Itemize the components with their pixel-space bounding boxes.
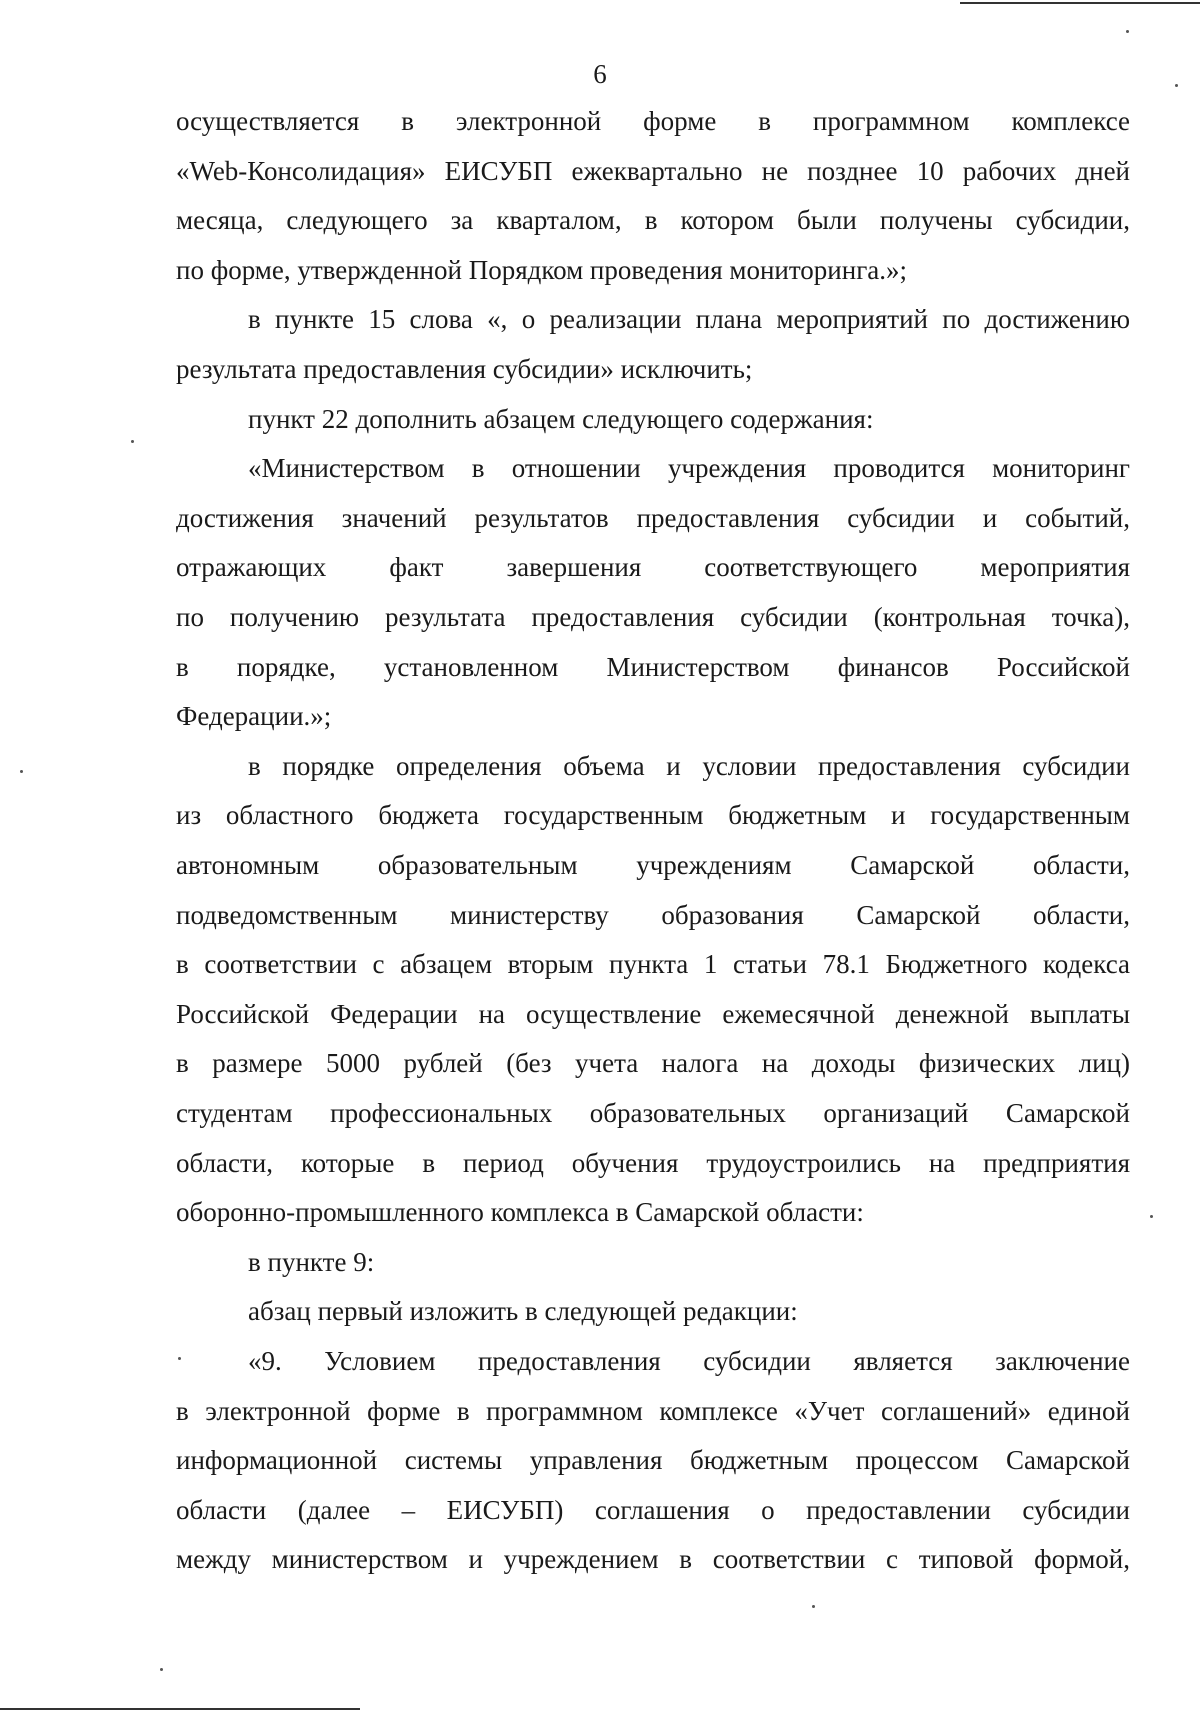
text-line: по форме, утвержденной Порядком проведения мониторинга.»;: [176, 255, 908, 285]
text-line: в пункте 9:: [248, 1247, 375, 1277]
text-line: Федерации.»;: [176, 701, 332, 731]
text-line: студентам профессиональных образовательных организаций Самарской: [176, 1098, 1130, 1128]
text-line: по получению результата предоставления субсидии (контрольная точка),: [176, 602, 1130, 632]
text-line: в порядке определения объема и условии предоставления субсидии: [248, 751, 1130, 781]
scan-speck: [1126, 30, 1129, 33]
scan-edge-bottom: [0, 1708, 360, 1710]
text-line: Российской Федерации на осуществление ежемесячной денежной выплаты: [176, 999, 1130, 1029]
text-line: автономным образовательным учреждениям Самарской области,: [176, 850, 1130, 880]
text-line: «9. Условием предоставления субсидии является заключение: [248, 1346, 1130, 1376]
text-line: в размере 5000 рублей (без учета налога на доходы физических лиц): [176, 1048, 1130, 1078]
scan-speck: [1175, 84, 1178, 87]
scan-edge-top: [960, 2, 1200, 4]
text-line: между министерством и учреждением в соответствии с типовой формой,: [176, 1544, 1130, 1574]
text-line: в порядке, установленном Министерством финансов Российской: [176, 652, 1130, 682]
text-line: информационной системы управления бюджетным процессом Самарской: [176, 1445, 1130, 1475]
text-line: пункт 22 дополнить абзацем следующего содержания:: [248, 404, 874, 434]
text-line: «Web-Консолидация» ЕИСУБП ежеквартально не позднее 10 рабочих дней: [176, 156, 1130, 186]
text-line: в электронной форме в программном комплексе «Учет соглашений» единой: [176, 1396, 1130, 1426]
text-line: месяца, следующего за кварталом, в котором были получены субсидии,: [176, 205, 1130, 235]
scan-speck: [178, 1357, 181, 1360]
text-line: области, которые в период обучения трудоустроились на предприятия: [176, 1148, 1130, 1178]
text-line: оборонно-промышленного комплекса в Самарской области:: [176, 1197, 864, 1227]
scan-speck: [131, 440, 134, 443]
text-line: отражающих факт завершения соответствующего мероприятия: [176, 552, 1130, 582]
scan-speck: [1150, 1215, 1153, 1218]
text-line: в пункте 15 слова «, о реализации плана мероприятий по достижению: [248, 304, 1130, 334]
scan-speck: [812, 1605, 815, 1608]
text-line: в соответствии с абзацем вторым пункта 1 статьи 78.1 Бюджетного кодекса: [176, 949, 1130, 979]
text-line: из областного бюджета государственным бюджетным и государственным: [176, 800, 1130, 830]
page-number: 6: [593, 59, 607, 89]
text-line: области (далее – ЕИСУБП) соглашения о предоставлении субсидии: [176, 1495, 1130, 1525]
text-line: достижения значений результатов предоставления субсидии и событий,: [176, 503, 1130, 533]
text-line: осуществляется в электронной форме в программном комплексе: [176, 106, 1130, 136]
scan-speck: [20, 770, 23, 773]
text-line: подведомственным министерству образования Самарской области,: [176, 900, 1130, 930]
text-line: результата предоставления субсидии» исключить;: [176, 354, 753, 384]
text-line: абзац первый изложить в следующей редакции:: [248, 1296, 798, 1326]
text-line: «Министерством в отношении учреждения проводится мониторинг: [248, 453, 1130, 483]
scan-speck: [160, 1668, 163, 1671]
